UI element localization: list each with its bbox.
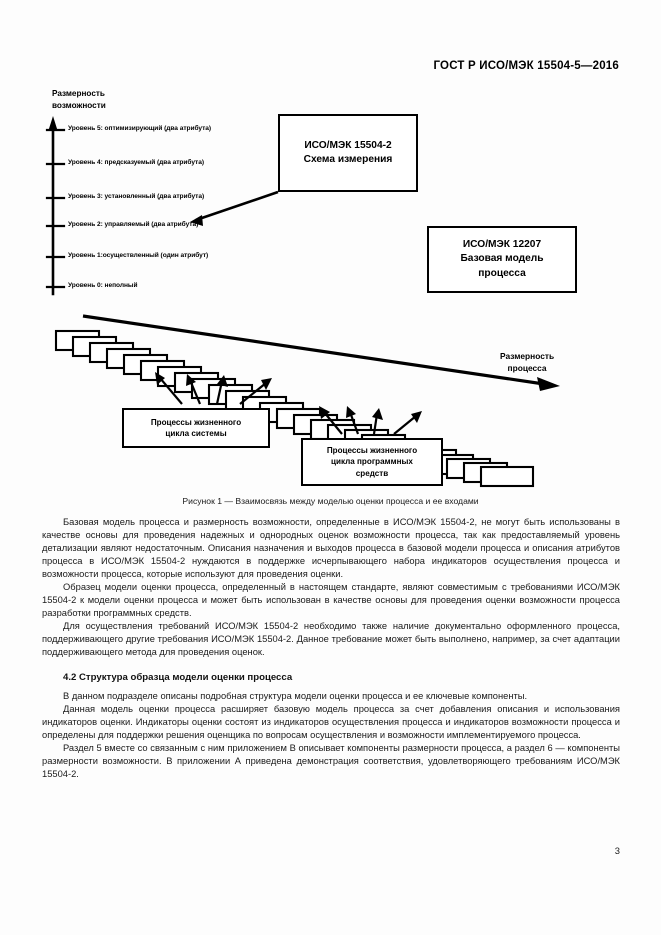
document-header-standard-ref: ГОСТ Р ИСО/МЭК 15504-5—2016 — [433, 60, 619, 72]
callout-measurement-framework: ИСО/МЭК 15504-2 Схема измерения — [278, 114, 418, 192]
capability-level-1-label: Уровень 1:осуществленный (один атрибут) — [68, 252, 209, 259]
capability-axis-arrowhead — [49, 116, 58, 130]
capability-level-5-label: Уровень 5: оптимизирующий (два атрибута) — [68, 125, 212, 132]
page-number: 3 — [614, 845, 620, 856]
paragraph: Раздел 5 вместе со связанным с ним приложением В описывает компоненты размерности процесса, а раздел 6 — компоненты размерности возможности. В приложении А приведена демонстрация соответствия, удовлетворяющего требованиям ИСО/МЭК 15504-2. — [42, 742, 620, 779]
capability-level-2-label: Уровень 2: управляемый (два атрибута) — [68, 221, 199, 228]
figure-1-caption: Рисунок 1 — Взаимосвязь между моделью оценки процесса и ее входами — [182, 496, 479, 506]
paragraph: Для осуществления требований ИСО/МЭК 15504-2 необходимо также наличие документально оформленного процесса, поддерживающего другие требования ИСО/МЭК 15504-2. Данное требование может быть выполнено, например, за счет адаптации поддерживающего метода для проведения оценок. — [42, 621, 620, 658]
paragraph: Базовая модель процесса и размерность возможности, определенные в ИСО/МЭК 15504-2, не могут быть использованы в качестве основы для проведения надежных и однородных оценок возможности процесса, так как предоставляемый уровень детализации являют недостаточным. Описания назначения и выходов процесса в базовой модели процесса и описания атрибутов процесса в ИСО/МЭК 15504-2 нуждаются в поддержке исчерпывающего набора индикаторов осуществления процесса и возможности процесса, которые используют для проведения оценки. — [42, 517, 620, 580]
paragraph: Образец модели оценки процесса, определенный в настоящем стандарте, являют совместимым с требованиями ИСО/МЭК 15504-2 к модели оценки процесса и может быть использован в качестве основы для проведения оценки возможности процесса разработки программных средств. — [42, 582, 620, 619]
callout-system-lifecycle-processes: Процессы жизненного цикла системы — [122, 408, 270, 448]
paragraph: В данном подразделе описаны подробная структура модели оценки процесса и ее ключевые компоненты. — [63, 690, 528, 701]
capability-level-3-label: Уровень 3: установленный (два атрибута) — [68, 193, 205, 200]
paragraph: Данная модель оценки процесса расширяет базовую модель процесса за счет добавления описания и использования индикаторов оценки. Индикаторы оценки состоят из индикаторов осуществления процесса и индикаторов возможности процесса и определены для поддержки решения оценщика по вопросам осуществления и возможности имплементируемого процесса. — [42, 703, 620, 740]
body-text — [42, 516, 620, 781]
capability-dimension-axis-title: Размерность возможности — [52, 89, 106, 110]
process-dimension-axis-title: Размерность процесса — [500, 351, 555, 374]
section-heading-4-2: 4.2 Структура образца модели оценки процесса — [63, 671, 293, 683]
base-model-connector — [427, 293, 470, 308]
capability-axis-ticks — [47, 130, 64, 287]
callout-base-process-model: ИСО/МЭК 12207 Базовая модель процесса — [427, 226, 577, 293]
capability-level-4-label: Уровень 4: предсказуемый (два атрибута) — [68, 159, 204, 166]
figure-1 — [0, 78, 661, 498]
callout-software-lifecycle-processes: Процессы жизненного цикла программных средств — [301, 438, 443, 486]
capability-level-0-label: Уровень 0: неполный — [68, 282, 138, 289]
